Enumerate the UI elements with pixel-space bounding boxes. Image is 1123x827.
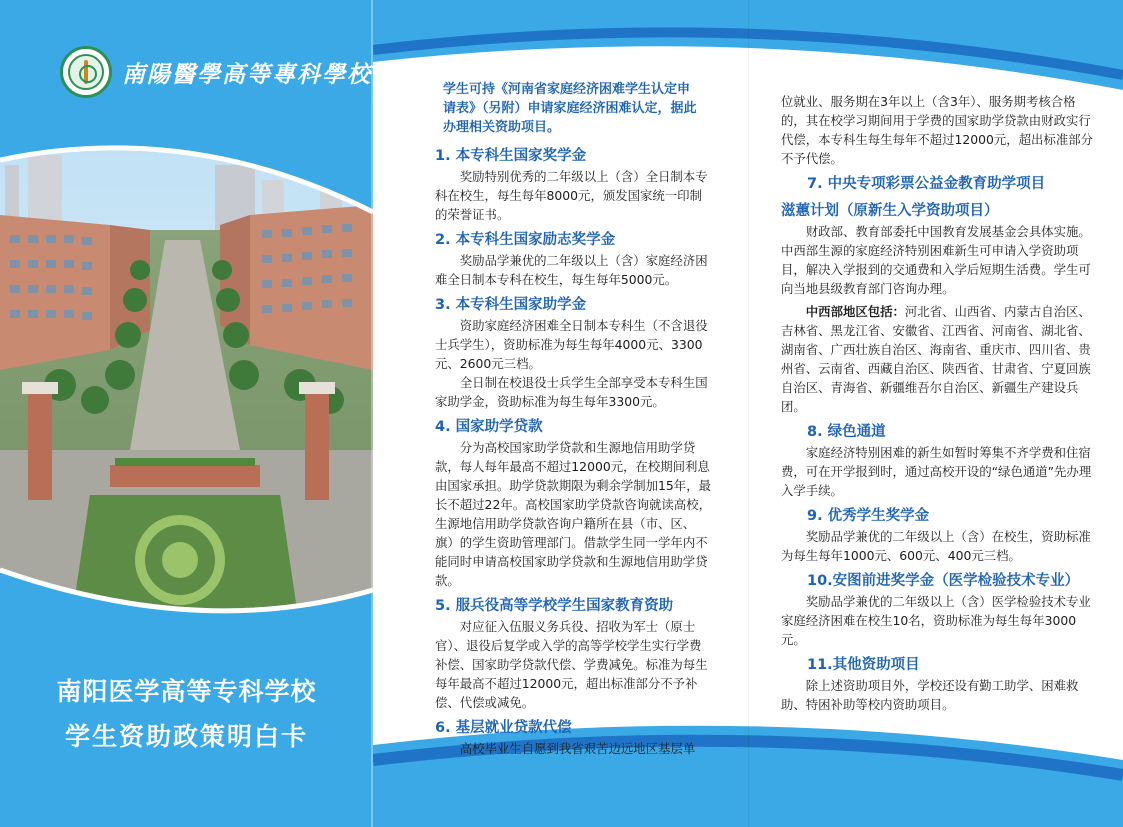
region-text: 河北省、山西省、内蒙古自治区、吉林省、黑龙江省、安徽省、江西省、河南省、湖北省、湖南省、广西壮族自治区、海南省、重庆市、四川省、贵州省、云南省、西藏自治区、陕西省、甘肃省、宁夏回族自治区、青海省、新疆维吾尔自治区、新疆生产建设兵团。 bbox=[781, 304, 1091, 414]
content-column-1 bbox=[413, 80, 713, 758]
school-logo bbox=[60, 46, 112, 98]
cover-title-card: 学生资助政策明白卡 bbox=[64, 722, 308, 751]
region-list bbox=[781, 302, 1099, 416]
section-heading: 6. 基层就业贷款代偿 bbox=[435, 720, 572, 736]
section-heading: 8. 绿色通道 bbox=[807, 424, 886, 440]
section-heading: 9. 优秀学生奖学金 bbox=[807, 508, 930, 524]
intro-text: 学生可持《河南省家庭经济困难学生认定申请表》（另附）申请家庭经济困难认定，据此办理相关资助项目。 bbox=[443, 82, 697, 135]
school-name-calligraphy: 南陽醫學高等專科學校 bbox=[122, 60, 372, 88]
section-text: 分为高校国家助学贷款和生源地信用助学贷款，每人每年最高不超过12000元，在校期间利息由国家承担。助学贷款期限为剩余学制加15年，最长不超过22年。高校国家助学贷款咨询就读高校，生源地信用助学贷款咨询户籍所在县（市、区、旗）的学生资助管理部门。借款学生同一学年内不能同时申请高校国家助学贷款和生源地信用助学贷款。 bbox=[435, 440, 711, 588]
section-text: 奖励特别优秀的二年级以上（含）全日制本专科在校生，每生每年8000元，颁发国家统一印制的荣誉证书。 bbox=[435, 169, 708, 222]
content-column-2 bbox=[781, 92, 1099, 714]
section-text: 位就业、服务期在3年以上（含3年）、服务期考核合格的，其在校学习期间用于学费的国家助学贷款由财政实行代偿，本专科生每生每年不超过12000元，超出标准部分不予代偿。 bbox=[781, 94, 1094, 166]
caduceus-icon bbox=[84, 60, 88, 84]
cover-panel bbox=[0, 0, 373, 827]
section-heading: 3. 本专科生国家助学金 bbox=[435, 297, 587, 313]
section-text: 奖励品学兼优的二年级以上（含）家庭经济困难全日制本专科在校生，每生每年5000元。 bbox=[435, 253, 708, 287]
section-heading: 4. 国家助学贷款 bbox=[435, 419, 543, 435]
section-heading: 5. 服兵役高等学校学生国家教育资助 bbox=[435, 598, 674, 614]
section-subheading: 滋蕙计划（原新生入学资助项目） bbox=[781, 203, 999, 219]
campus-photo bbox=[0, 120, 373, 630]
section-heading: 11.其他资助项目 bbox=[807, 657, 920, 673]
section-heading: 2. 本专科生国家励志奖学金 bbox=[435, 232, 616, 248]
region-label: 中西部地区包括： bbox=[805, 304, 905, 319]
content-panel bbox=[373, 0, 1123, 827]
section-text: 除上述资助项目外，学校还设有勤工助学、困难救助、特困补助等校内资助项目。 bbox=[781, 678, 1079, 712]
section-text: 奖励品学兼优的二年级以上（含）在校生，资助标准为每生每年1000元、600元、400元三档。 bbox=[781, 529, 1091, 563]
section-text: 高校毕业生自愿到我省艰苦边远地区基层单 bbox=[459, 741, 696, 756]
section-text: 全日制在校退役士兵学生全部享受本专科生国家助学金，资助标准为每生每年3300元。 bbox=[435, 375, 708, 409]
section-heading: 7. 中央专项彩票公益金教育助学项目 bbox=[807, 176, 1046, 192]
section-text: 资助家庭经济困难全日制本专科生（不含退役士兵学生），资助标准为每生每年4000元、3300元、2600元三档。 bbox=[435, 318, 708, 371]
cover-title-school: 南阳医学高等专科学校 bbox=[56, 677, 317, 706]
section-text: 对应征入伍服义务兵役、招收为军士（原士官）、退役后复学或入学的高等学校学生实行学费补偿、国家助学贷款代偿、学费减免。标准为每生每年最高不超过12000元，超出标准部分不予补偿、代偿或减免。 bbox=[435, 619, 708, 710]
section-heading: 10.安图前进奖学金（医学检验技术专业） bbox=[807, 573, 1080, 589]
section-text: 奖励品学兼优的二年级以上（含）医学检验技术专业家庭经济困难在校生10名，资助标准为每生每年3000元。 bbox=[781, 594, 1091, 647]
section-text: 财政部、教育部委托中国教育发展基金会具体实施。中西部生源的家庭经济特别困难新生可申请入学资助项目，解决入学报到的交通费和入学后短期生活费。学生可向当地县级教育部门咨询办理。 bbox=[781, 224, 1091, 296]
fold-line bbox=[748, 0, 749, 827]
section-text: 家庭经济特别困难的新生如暂时筹集不齐学费和住宿费，可在开学报到时，通过高校开设的“绿色通道”先办理入学手续。 bbox=[781, 445, 1092, 498]
section-heading: 1. 本专科生国家奖学金 bbox=[435, 148, 587, 164]
school-header bbox=[60, 46, 372, 98]
